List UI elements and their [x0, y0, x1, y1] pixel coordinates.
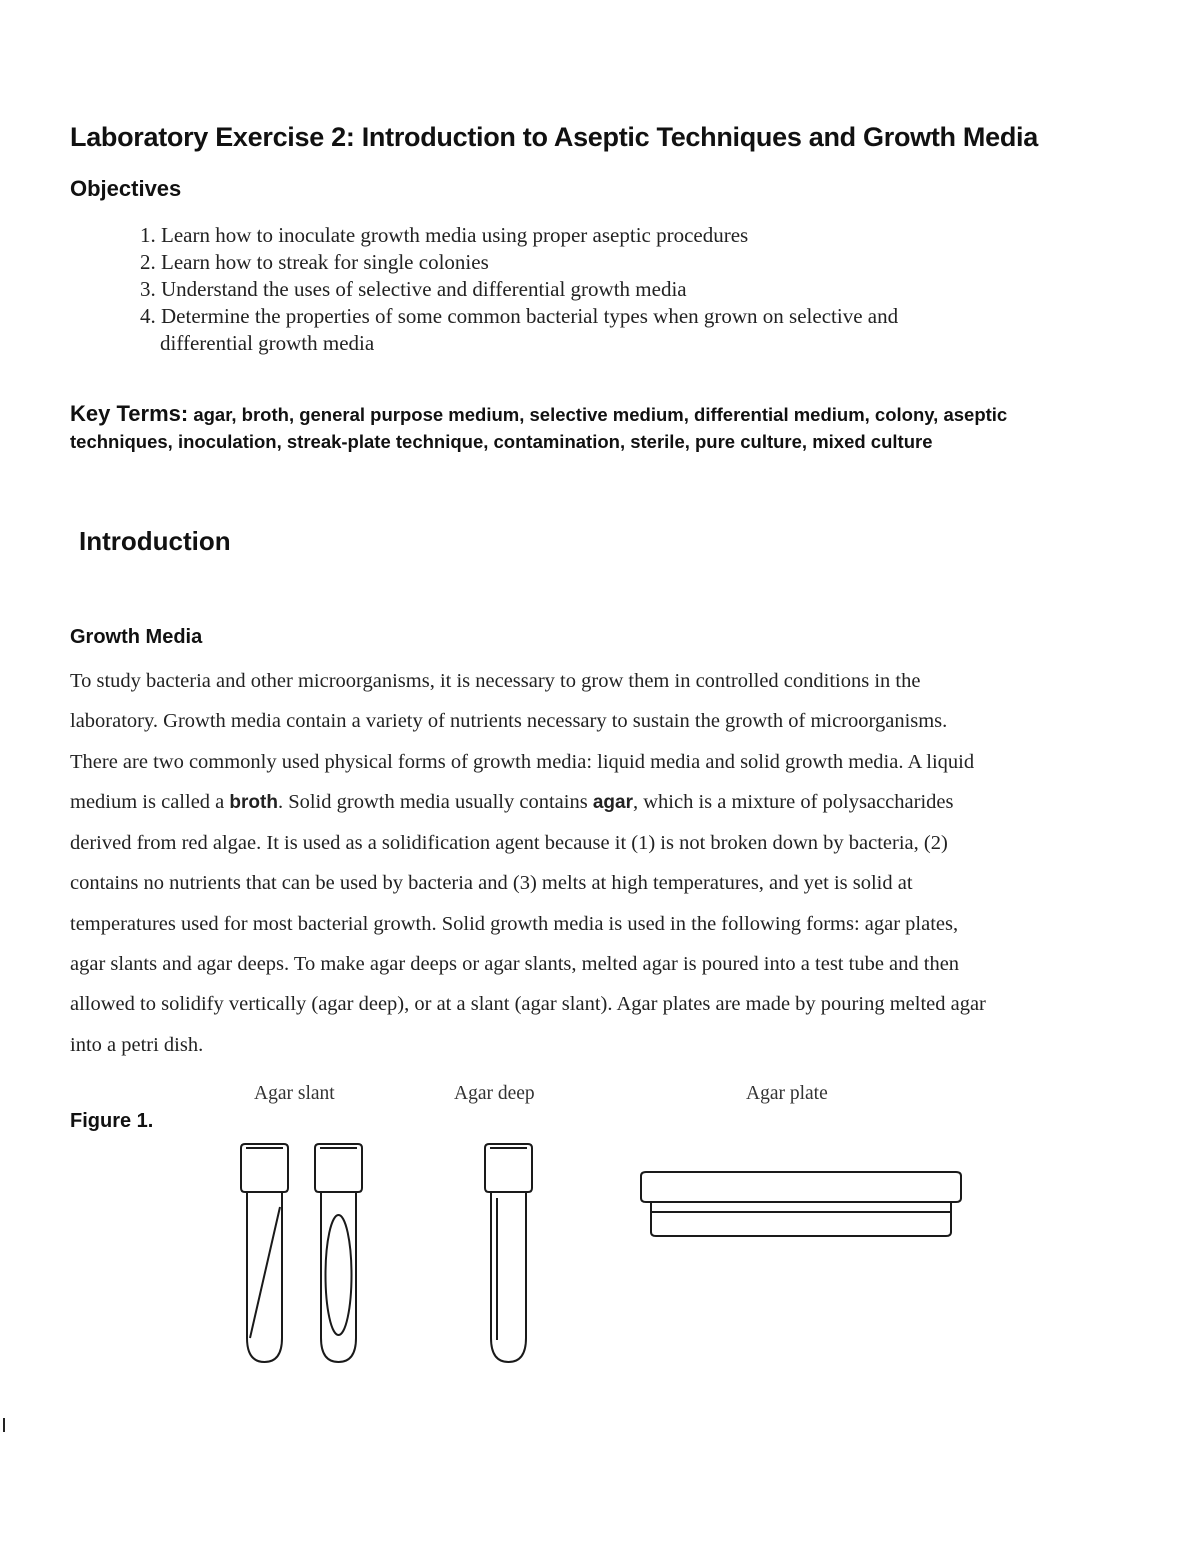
caption-agar-slant: Agar slant	[254, 1083, 335, 1104]
objective-number: 2.	[140, 250, 156, 274]
objective-number: 4.	[140, 304, 156, 328]
objective-text-continuation: differential growth media	[160, 331, 375, 355]
objective-text: Determine the properties of some common bacterial types when grown on selective and	[161, 304, 899, 328]
agar-slant-tube-icon	[241, 1144, 288, 1362]
paragraph-line: temperatures used for most bacterial growth. Solid growth media is used in the following forms: agar plates,	[70, 912, 959, 935]
paragraph-line: agar slants and agar deeps. To make agar deeps or agar slants, melted agar is poured into a test tube and then	[70, 953, 960, 976]
margin-mark	[3, 1418, 5, 1432]
caption-agar-deep: Agar deep	[454, 1083, 535, 1104]
objectives-heading: Objectives	[70, 176, 182, 201]
document-title: Laboratory Exercise 2: Introduction to Aseptic Techniques and Growth Media	[70, 122, 1038, 152]
key-terms-list: agar, broth, general purpose medium, selective medium, differential medium, colony, aseptic techniques, inoculation, streak-plate technique, contamination, sterile, pure culture, mixed culture	[70, 404, 1008, 452]
growth-media-heading: Growth Media	[70, 626, 203, 648]
caption-agar-plate: Agar plate	[746, 1083, 828, 1104]
objective-text: Learn how to inoculate growth media using proper aseptic procedures	[161, 223, 749, 247]
objective-text: Learn how to streak for single colonies	[161, 250, 489, 274]
term-broth: broth	[229, 791, 278, 813]
agar-plate-icon	[641, 1172, 961, 1236]
paragraph-line: To study bacteria and other microorganisms, it is necessary to grow them in controlled conditions in the	[70, 670, 921, 692]
objective-text: Understand the uses of selective and differential growth media	[161, 277, 687, 301]
paragraph-text: medium is called a	[70, 790, 230, 813]
objective-number: 3.	[140, 277, 156, 301]
figure-label: Figure 1.	[70, 1110, 154, 1132]
objective-number: 1.	[140, 223, 156, 247]
agar-deep-tube-icon	[485, 1144, 532, 1362]
paragraph-text: . Solid growth media usually contains	[277, 790, 593, 813]
paragraph-line: There are two commonly used physical forms of growth media: liquid media and solid growth media. A liquid	[70, 750, 975, 773]
term-agar: agar	[592, 791, 633, 813]
key-terms-label: Key Terms:	[70, 401, 189, 426]
paragraph-line: allowed to solidify vertically (agar deep), or at a slant (agar slant). Agar plates are made by pouring melted agar	[70, 993, 986, 1016]
paragraph-text: , which is a mixture of polysaccharides	[632, 790, 954, 813]
introduction-heading: Introduction	[79, 526, 231, 556]
paragraph-line: derived from red algae. It is used as a solidification agent because it (1) is not broken down by bacteria, (2)	[70, 832, 948, 855]
paragraph-line: contains no nutrients that can be used by bacteria and (3) melts at high temperatures, and yet is solid at	[70, 872, 913, 895]
paragraph-line: laboratory. Growth media contain a variety of nutrients necessary to sustain the growth of microorganisms.	[70, 710, 948, 733]
agar-slant-tube-icon	[315, 1144, 362, 1362]
paragraph-line: into a petri dish.	[70, 1033, 204, 1056]
